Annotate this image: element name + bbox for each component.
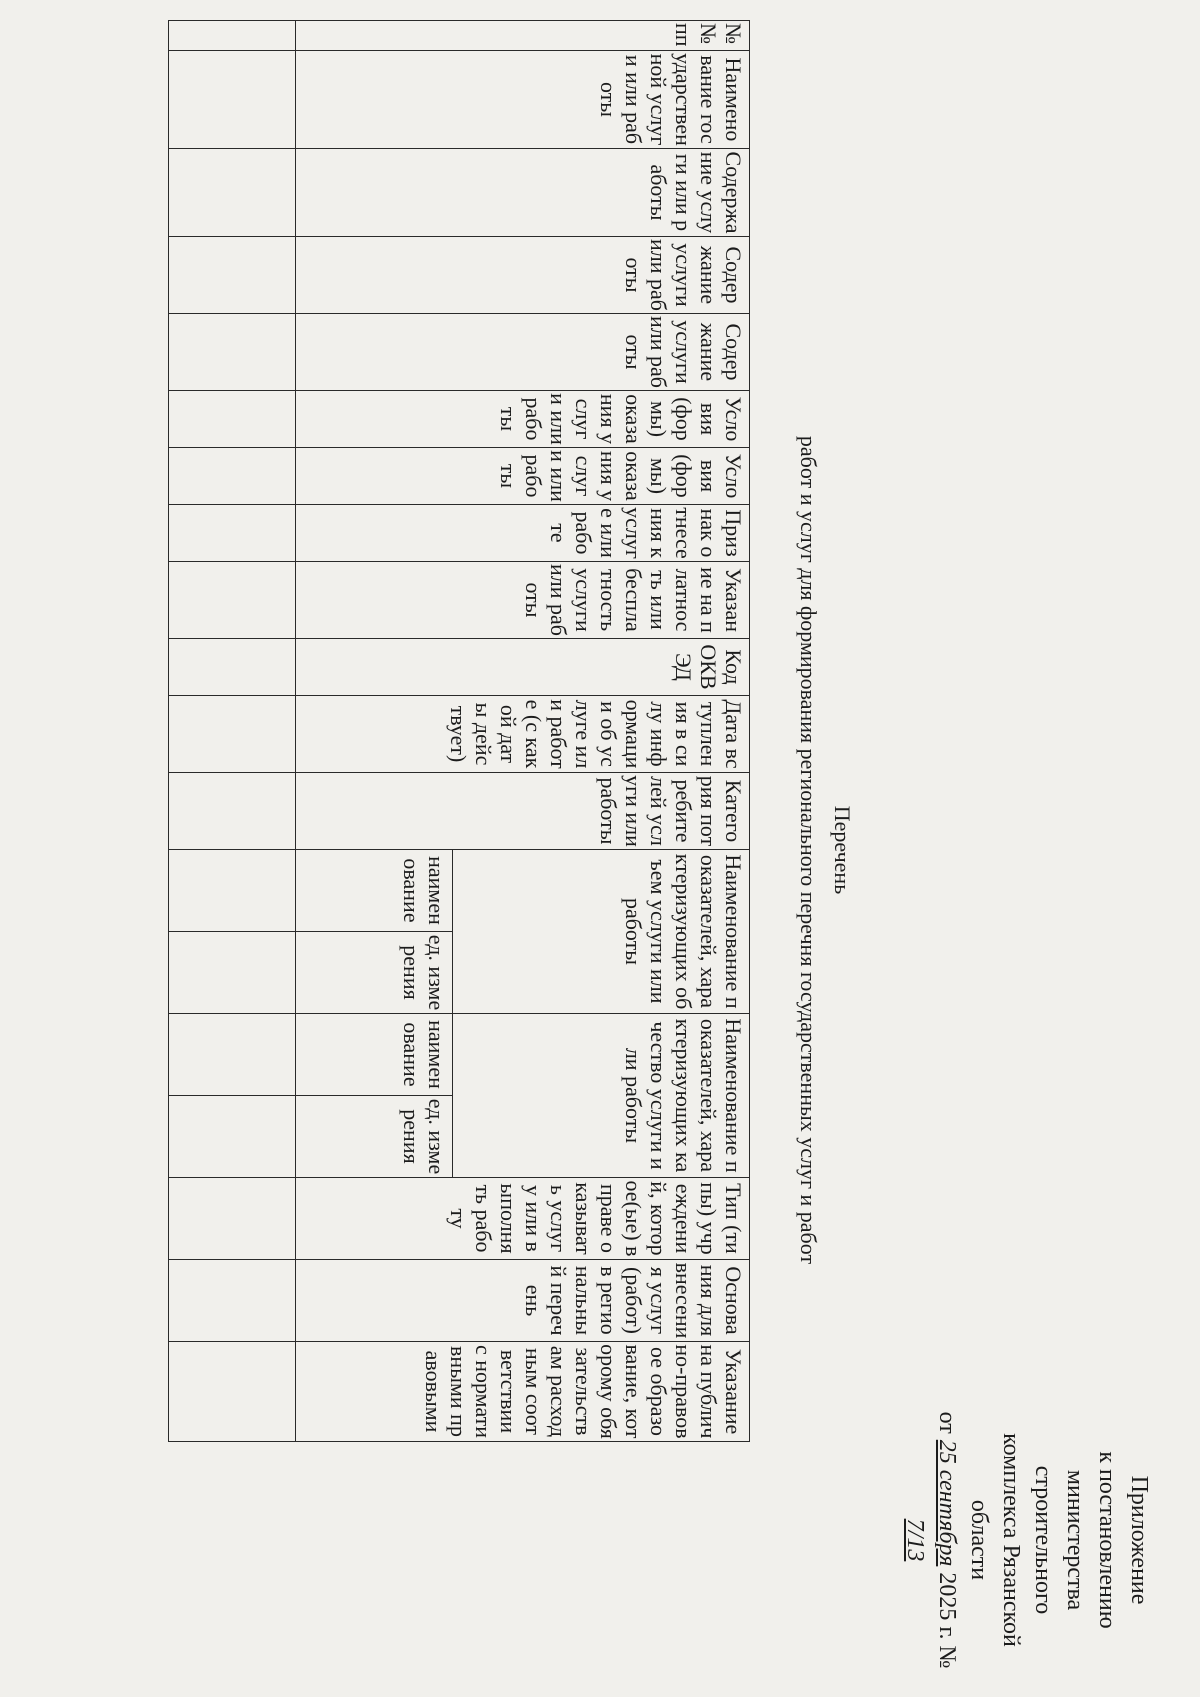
col-effective-date: Дата вступления в силу информации об услуге или работе (с какой даты действует) [296,696,750,773]
sub-volume-name: наименование [296,850,453,932]
col-inclusion-grounds: Основания для внесения услуг (работ) в региональный перечень [296,1260,750,1342]
col-okved: Код ОКВЭД [296,639,750,696]
col-number: №№ пп [296,21,750,51]
col-attribute: Признак отнесения к услуге или работе [296,505,750,562]
appendix-date-line [899,1405,963,1675]
col-volume-indicators: Наименование показателей, характеризующих объем услуги или работы [453,850,750,1014]
table-cell [169,149,296,237]
table-cell [169,448,296,505]
document-number: 7/13 [902,1518,928,1562]
sub-volume-unit: ед. измерения [296,932,453,1014]
table-cell [169,1178,296,1260]
col-content-2: Содержание услуги или работы [296,237,750,314]
table-cell [169,773,296,850]
table-cell [169,850,296,932]
table-cell [169,1260,296,1342]
table-cell [169,391,296,448]
appendix-line-3: министерства строительного [1030,1465,1088,1615]
col-service-name: Наименование государственной услуги или работы [296,51,750,149]
col-conditions-2: Условия (формы) оказания услуги или работы [296,448,750,505]
sub-quality-name: наименование [296,1014,453,1096]
col-quality-indicators: Наименование показателей, характеризующих качество услуги или работы [453,1014,750,1178]
table-cell [169,51,296,149]
appendix-line-2: к постановлению [1094,1451,1120,1629]
col-public-entity: Указание на публично-правовое образование, которому обязательствам расходным соответствии с нормативными правовыми [296,1342,750,1442]
table-header-row [453,21,750,1442]
table-cell [169,696,296,773]
table-cell [169,639,296,696]
date-prefix: от [934,1411,960,1434]
appendix-header [899,1405,1155,1675]
services-table [168,20,750,1442]
table-cell [169,314,296,391]
col-institution-types: Тип (типы) учреждений, которое(ые) вправе оказывать услугу или выполнять работу [296,1178,750,1260]
table-cell [169,562,296,639]
date-day: 25 сентября [934,1439,960,1567]
table-cell [169,505,296,562]
document-title [795,420,855,1280]
col-payment: Указание на платность или бесплатность услуги или работы [296,562,750,639]
title-word: Перечень [830,805,855,895]
table-cell [169,932,296,1014]
col-conditions-1: Условия (формы) оказания услуги или работы [296,391,750,448]
title-subtitle: работ и услуг для формирования регионального перечня государственных услуг и работ [796,435,821,1265]
appendix-line-4: комплекса Рязанской области [966,1433,1024,1647]
table-cell [169,1014,296,1096]
col-content-1: Содержание услуги или работы [296,149,750,237]
table-cell [169,21,296,51]
table-cell [169,1096,296,1178]
col-consumer-category: Категория потребителей услуги или работы [296,773,750,850]
table-row [169,21,296,1442]
table-cell [169,237,296,314]
col-content-3: Содержание услуги или работы [296,314,750,391]
sub-quality-unit: ед. измерения [296,1096,453,1178]
appendix-line-1: Приложение [1126,1475,1152,1605]
table-cell [169,1342,296,1442]
date-year: 2025 г. № [934,1572,960,1669]
